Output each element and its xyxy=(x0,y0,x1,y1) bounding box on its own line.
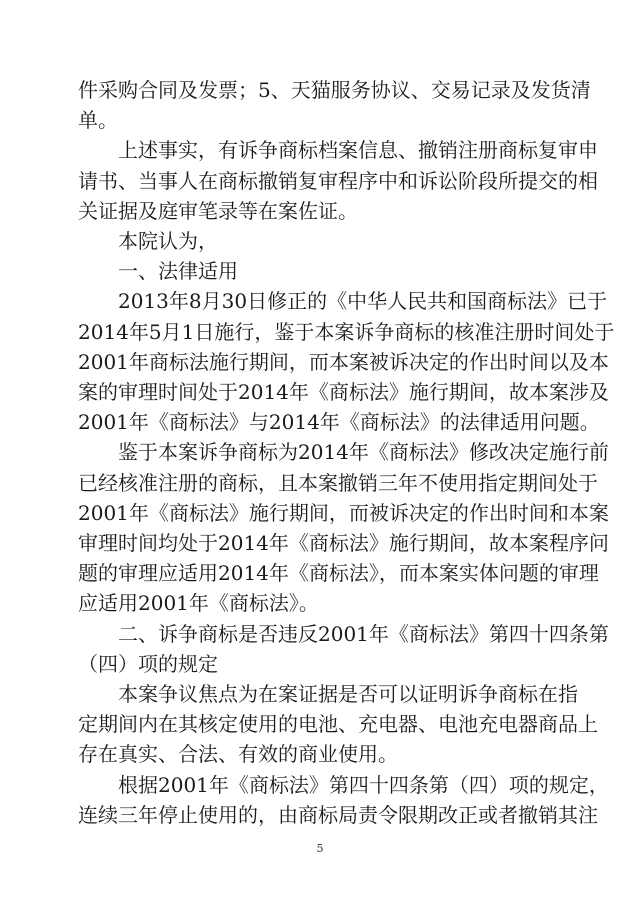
text-line: 件采购合同及发票；5、天猫服务协议、交易记录及发货清 xyxy=(78,78,591,102)
text-line: 本案争议焦点为在案证据是否可以证明诉争商标在指 xyxy=(118,682,578,706)
text-line: 审理时间均处于2014年《商标法》施行期间，故本案程序问 xyxy=(78,531,609,555)
text-line: 鉴于本案诉争商标为2014年《商标法》修改决定施行前 xyxy=(118,440,609,465)
text-line: 案的审理时间处于2014年《商标法》施行期间，故本案涉及 xyxy=(78,380,609,404)
text-line: 已经核准注册的商标，且本案撤销三年不使用指定期间处于 xyxy=(78,470,598,495)
text-line: 根据2001年《商标法》第四十四条第（四）项的规定， xyxy=(118,772,609,797)
text-line: 2001年《商标法》与2014年《商标法》的法律适用问题。 xyxy=(78,410,600,435)
text-line: 存在真实、合法、有效的商业使用。 xyxy=(78,742,398,767)
page-number: 5 xyxy=(316,842,324,855)
text-line: 单。 xyxy=(78,108,118,133)
section-heading: 二、诉争商标是否违反2001年《商标法》第四十四条第 xyxy=(118,621,609,646)
text-line: 应适用2001年《商标法》。 xyxy=(78,591,319,616)
text-line: 连续三年停止使用的，由商标局责令限期改正或者撤销其注 xyxy=(78,802,598,827)
text-line: 请书、当事人在商标撤销复审程序中和诉讼阶段所提交的相 xyxy=(78,168,598,193)
text-line: 上述事实，有诉争商标档案信息、撤销注册商标复审申 xyxy=(118,138,598,163)
text-line: 关证据及庭审笔录等在案佐证。 xyxy=(78,198,358,223)
text-line: 2013年8月30日修正的《中华人民共和国商标法》已于 xyxy=(118,289,608,314)
text-line: 2014年5月1日施行，鉴于本案诉争商标的核准注册时间处于 xyxy=(78,319,615,344)
text-line: 定期间内在其核定使用的电池、充电器、电池充电器商品上 xyxy=(78,712,598,737)
text-line: 题的审理应适用2014年《商标法》，而本案实体问题的审理 xyxy=(78,561,599,586)
section-heading: 一、法律适用 xyxy=(118,259,238,284)
text-line: 本院认为， xyxy=(118,229,218,253)
section-heading: （四）项的规定 xyxy=(78,651,218,676)
text-line: 2001年商标法施行期间，而本案被诉决定的作出时间以及本 xyxy=(78,349,609,374)
text-line: 2001年《商标法》施行期间，而被诉决定的作出时间和本案 xyxy=(78,500,609,525)
